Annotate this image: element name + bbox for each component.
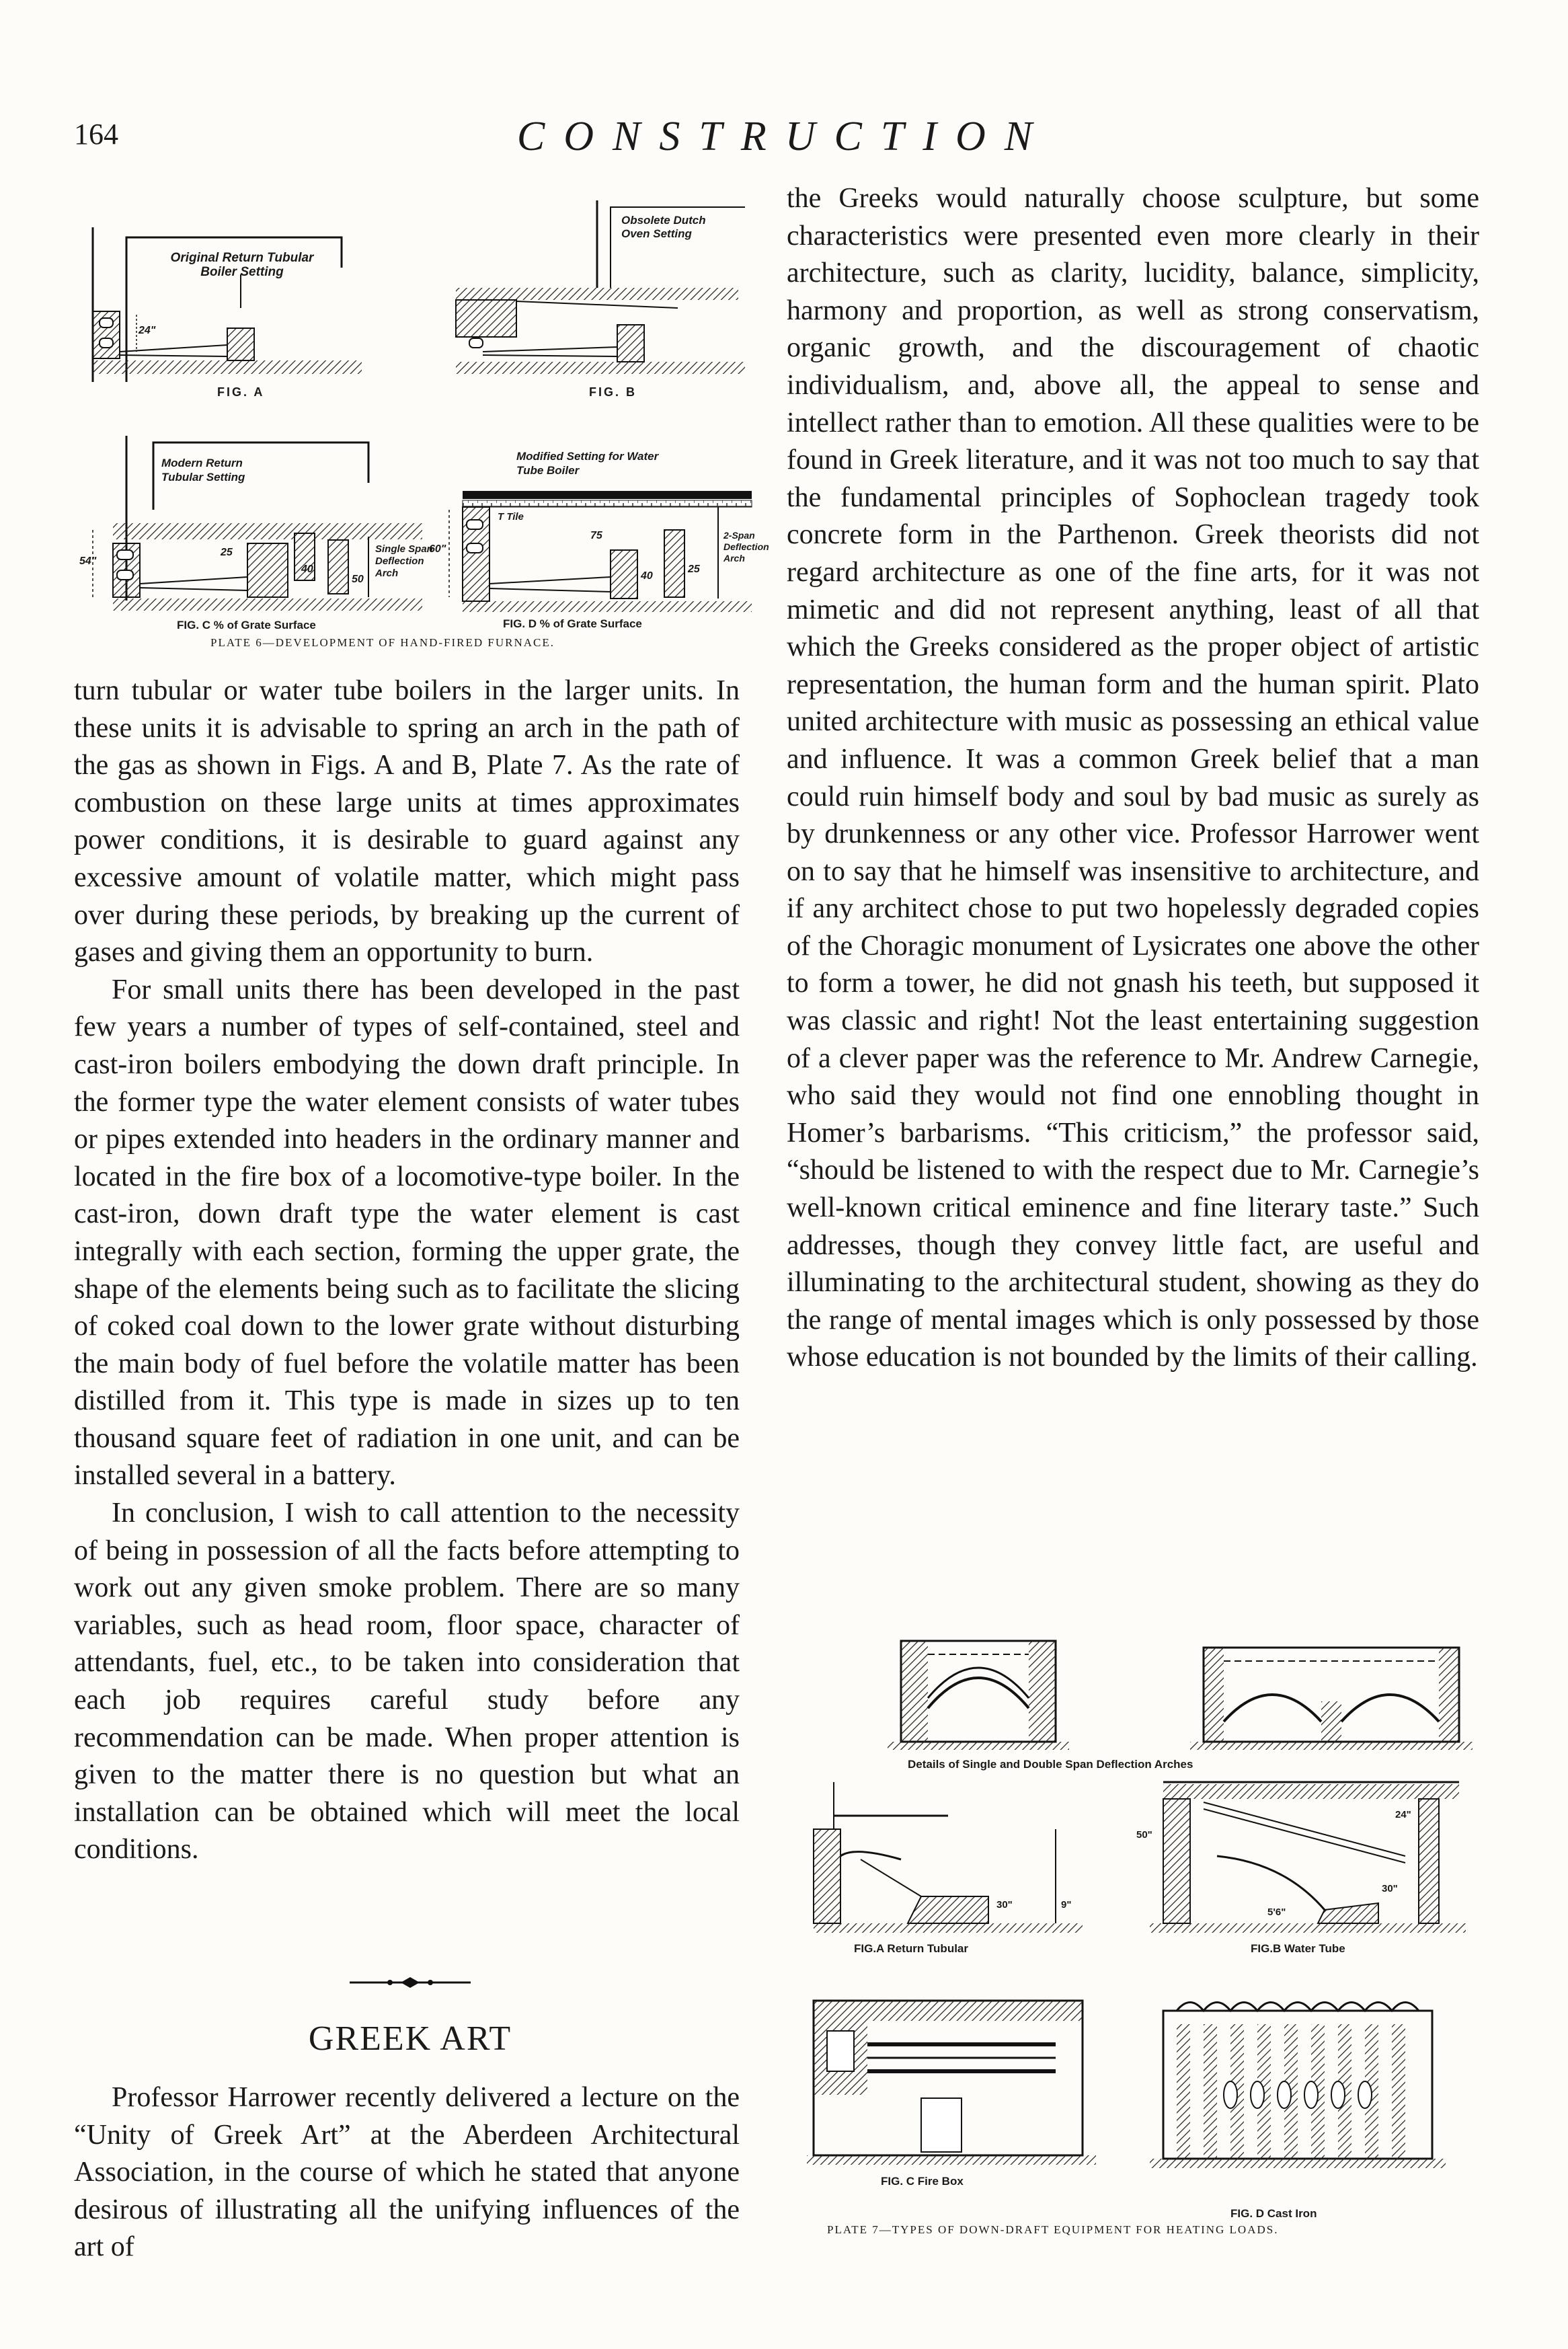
plate6-fig-c-label: Modern Return Tubular Setting xyxy=(161,457,245,484)
plate6-fig-d-caption: FIG. D % of Grate Surface xyxy=(503,617,642,630)
section-intro xyxy=(74,2079,740,2266)
plate6-fig-c-n50: 50 xyxy=(352,574,364,585)
plate6-fig-d-tile: T Tile xyxy=(498,511,524,523)
plate6-fig-a-label: Original Return Tubular Boiler Setting xyxy=(170,251,314,279)
right-column xyxy=(787,180,1479,1377)
plate7-fig-c-caption: FIG. C Fire Box xyxy=(881,2175,964,2188)
journal-title: CONSTRUCTION xyxy=(516,114,1052,159)
paragraph: the Greeks would naturally choose sculpture, but some characteristics were presented even more clearly in their architecture, such as clarity, lucidity, balance, simplicity, harmony and proportion, as well as strong conservatism, organic growth, and the discouragement of chaotic individualism, and, above all, the appeal to sense and intellect rather than to emotion. All these qualities were to be found in Greek literature, and it was not too much to say that the fundamental principles of Sophoclean tragedy took concrete form in the Parthenon. Greek theorists did not regard architecture as one of the fine arts, for it was not mimetic and did not represent anything, least of all that which the Greeks considered as the proper object of artistic representation, the human form and the human spirit. Plato united architecture with music as possessing an ethical value and influence. It was a common Greek belief that a man could ruin himself body and soul by bad music as surely as by drunkenness or any other vice. Professor Harrower went on to say that he himself was insensitive to architecture, and if any architect chose to put two hopelessly degraded copies of the Choragic monument of Lysicrates one above the other to form a tower, he did not gnash his teeth, but supposed it was classic and right! Not the least entertaining suggestion of a clever paper was the reference to Mr. Andrew Carnegie, who said they would not find one ennobling thought in Homer’s barbarisms. “This criticism,” the professor said, “should be listened to with the respect due to Mr. Carnegie’s well-known critical eminence and fine literary taste.” Such addresses, though they convey little fact, are useful and illuminating to the architectural student, showing as they do the range of mental images which is only possessed by those whose education is not bounded by the limits of their calling. xyxy=(787,183,1479,1373)
section-title: GREEK ART xyxy=(308,2019,512,2058)
single-span-arch xyxy=(888,1641,1069,1750)
plate6-fig-d-n40: 40 xyxy=(641,570,653,582)
plate7-fig-a-d30: 30" xyxy=(996,1899,1013,1911)
plate6-fig-c-note: Single Span Deflection Arch xyxy=(375,543,433,579)
plate7-fig-b-d24: 24" xyxy=(1395,1809,1411,1820)
plate7-fig-b-d30: 30" xyxy=(1382,1883,1398,1894)
paragraph: For small units there has been developed in the past few years a number of types of self-contained, steel and cast-iron boilers embodying the down draft principle. In the former type the water element consists of water tubes or pipes extended into headers in the ordinary manner and located in the fire box of a locomotive-type boiler. In the cast-iron, down draft type the water element is cast integrally with each section, forming the upper grate, the shape of the elements being such as to facilitate the slicing of coked coal down to the lower grate without disturbing the main body of fuel before the volatile matter has been distilled from it. This type is made in sizes up to ten thousand square feet of radiation in one unit, and can be installed several in a battery. xyxy=(74,974,740,1492)
plate7-fig-a-caption: FIG.A Return Tubular xyxy=(854,1942,968,1955)
plate6-figures xyxy=(73,187,769,658)
plate7-fig-d-caption: FIG. D Cast Iron xyxy=(1230,2207,1317,2220)
plate6-fig-c-caption: FIG. C % of Grate Surface xyxy=(177,619,316,631)
page-number: 164 xyxy=(74,118,118,151)
plate6-fig-a-dim: 24" xyxy=(139,325,156,336)
plate6-fig-c-n25: 25 xyxy=(221,547,233,558)
ornament-divider xyxy=(343,1976,477,1989)
plate6-fig-b-label: Obsolete Dutch Oven Setting xyxy=(621,214,706,240)
page-header xyxy=(0,113,1568,167)
plate7-fig-b xyxy=(1150,1782,1466,1933)
plate6-fig-a-caption: FIG. A xyxy=(217,385,265,399)
plate6-fig-d-dim: 60" xyxy=(429,543,446,555)
plate7-fig-b-caption: FIG.B Water Tube xyxy=(1251,1942,1345,1955)
plate6-fig-b-caption: FIG. B xyxy=(589,385,637,399)
plate7-fig-a xyxy=(814,1782,1083,1933)
plate7-fig-b-d56: 5'6" xyxy=(1267,1907,1286,1918)
plate6-caption: PLATE 6—DEVELOPMENT OF HAND-FIRED FURNACE. xyxy=(210,636,555,649)
plate6-fig-d-note: 2-Span Deflection Arch xyxy=(723,530,769,564)
paragraph: turn tubular or water tube boilers in the larger units. In these units it is advisable to spring an arch in the path of the gas as shown in Figs. A and B, Plate 7. As the rate of combustion on these large units at times approximates power conditions, it is desirable to guard against any excessive amount of volatile matter, which might pass over during these periods, by breaking up the current of gases and giving them an opportunity to burn. xyxy=(74,675,740,968)
plate6-fig-d-n75: 75 xyxy=(590,530,602,541)
plate7-fig-c xyxy=(807,2001,1096,2165)
plate7-fig-d xyxy=(1150,2003,1446,2169)
left-column xyxy=(74,672,740,1869)
double-span-arch xyxy=(1190,1648,1473,1750)
plate6-fig-c-dim: 54" xyxy=(79,555,97,567)
plate7-figures xyxy=(787,1627,1486,2253)
paragraph: Professor Harrower recently delivered a lecture on the “Unity of Greek Art” at the Aberdeen Architectural Association, in the course of which he stated that anyone desirous of illustrating all the unifying influences of the art of xyxy=(74,2082,740,2263)
plate7-fig-b-d50: 50" xyxy=(1136,1829,1152,1841)
plate6-fig-d-n25: 25 xyxy=(688,564,700,575)
plate6-fig-d xyxy=(449,491,752,612)
paragraph: In conclusion, I wish to call attention to the necessity of being in possession of all the facts before attempting to work out any given smoke problem. There are so many variables, such as head room, floor space, character of attendants, fuel, etc., to be taken into consideration that each job requires careful study before any recommendation can be made. When proper attention is given to the matter there is no question but what an installation can be obtained which will meet the local conditions. xyxy=(74,1498,740,1865)
plate7-arches-caption: Details of Single and Double Span Deflection Arches xyxy=(908,1758,1193,1771)
plate7-fig-a-d9: 9" xyxy=(1061,1899,1072,1911)
plate6-fig-c-n40: 40 xyxy=(301,564,313,575)
plate7-caption: PLATE 7—TYPES OF DOWN-DRAFT EQUIPMENT FOR HEATING LOADS. xyxy=(827,2223,1279,2236)
plate6-fig-d-label: Modified Setting for Water Tube Boiler xyxy=(516,450,659,477)
